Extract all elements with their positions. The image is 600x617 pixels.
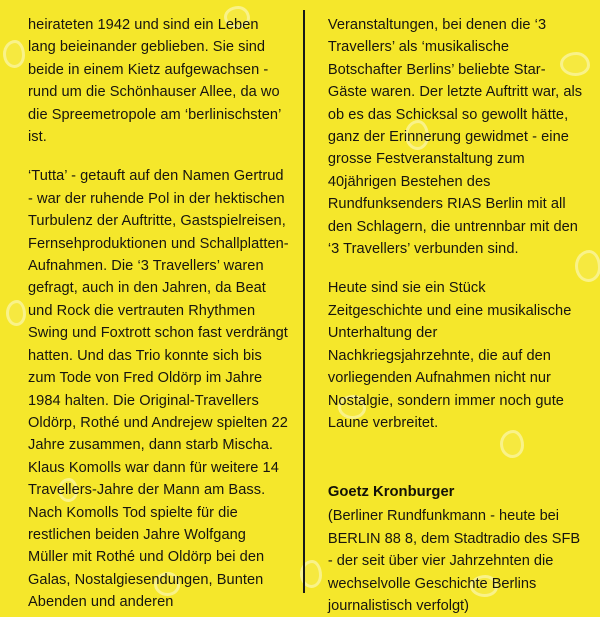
byline-spacer — [328, 451, 584, 481]
paragraph: Veranstaltungen, bei denen die ‘3 Travellers’ als ‘musikalische Botschafter Berlins’ beliebte Star-Gäste waren. Der letzte Auftritt war, als ob es das Schicksal so gewollt hätte, ganz der Erinnerung gewidmet - eine grosse Festveranstaltung zum 40jährigen Bestehen des Rundfunksenders RIAS Berlin mit all den Schlagern, die untrennbar mit den ‘3 Travellers’ verbunden sind. — [327, 17, 583, 258]
paragraph: heirateten 1942 und sind ein Leben lang beieinander geblieben. Sie sind beide in einem Kietz aufgewachsen - rund um die Schönhauser Allee, da wo die Spreemetropole am ‘berlinischsten’ ist. — [28, 17, 281, 146]
right-text-column — [306, 14, 584, 614]
paragraph: ‘Tutta’ - getauft auf den Namen Gertrud - war der ruhende Pol in der hektischen Turbulenz der Auftritte, Gastspielreisen, Fernsehproduktionen und Schallplatten-Aufnahmen. Die ‘3 Travellers’ waren gefragt, auch in den Jahren, da Beat und Rock die vertrauten Rhythmen Swing und Foxtrott schon fast verdrängt hatten. Und das Trio konnte sich bis zum Tode von Fred Oldörp im Jahre 1984 halten. Die Original-Travellers Oldörp, Rothé und Andrejew spielten 22 Jahre zusammen, dann starb Mischa. Klaus Komolls war dann für weitere 14 Travellers-Jahre der Mann am Bass. Nach Komolls Tod spielte für die restlichen beiden Jahre Wolfgang Müller mit Rothé und Oldörp bei den Galas, Nostalgiesendungen, Bunten Abenden und anderen — [28, 168, 289, 611]
left-text-column — [28, 14, 306, 611]
column-divider — [303, 10, 305, 593]
author-name: Goetz Kronburger — [327, 484, 455, 501]
paragraph: Heute sind sie ein Stück Zeitgeschichte und eine musikalische Unterhaltung der Nachkriegsjahrzehnte, die auf den vorliegenden Aufnahmen nicht nur Nostalgie, sondern immer noch gute Laune verbreitet. — [327, 280, 572, 431]
author-description: (Berliner Rundfunkmann - heute bei BERLIN 88 8, dem Stadtradio des SFB - der seit über vier Jahrzehnten die wechselvolle Geschichte Berlins journalistisch verfolgt) — [327, 508, 581, 614]
